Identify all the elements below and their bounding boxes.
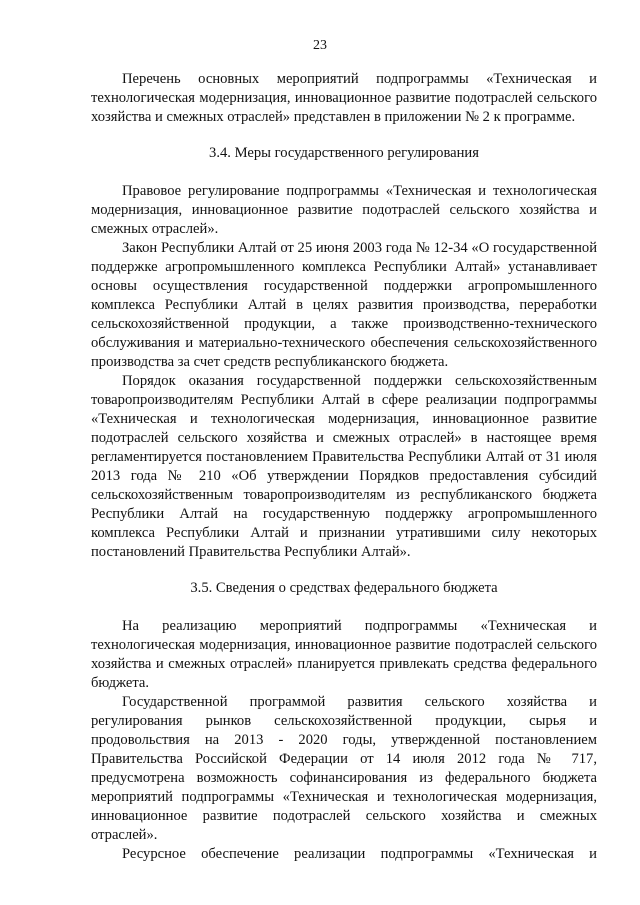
paragraph: Закон Республики Алтай от 25 июня 2003 года № 12-34 «О государственной поддержке агропромышленного комплекса Республики Алтай» устанавливает основы осуществления государственной поддержки агропромышленного комплекса Республики Алтай в целях развития производства, переработки сельскохозяйственной продукции, а также производственно-технического обслуживания и материально-технического обеспечения сельскохозяйственного производства за счет средств республиканского бюджета. [91, 240, 597, 370]
paragraph: Ресурсное обеспечение реализации подпрограммы «Техническая и [122, 846, 597, 862]
page-number: 23 [313, 38, 327, 53]
section-heading: 3.5. Сведения о средствах федерального бюджета [190, 580, 498, 596]
section-heading: 3.4. Меры государственного регулирования [209, 145, 479, 161]
document-body [91, 70, 597, 864]
paragraph: Правовое регулирование подпрограммы «Техническая и технологическая модернизация, инновационное развитие подотраслей сельского хозяйства и смежных отраслей». [91, 183, 597, 237]
paragraph: На реализацию мероприятий подпрограммы «Техническая и технологическая модернизация, инновационное развитие подотраслей сельского хозяйства и смежных отраслей» планируется привлекать средства федерального бюджета. [91, 618, 597, 691]
paragraph: Порядок оказания государственной поддержки сельскохозяйственным товаропроизводителям Республики Алтай в сфере реализации подпрограммы «Техническая и технологическая модернизация, инновационное развитие подотраслей сельского хозяйства и смежных отраслей» в настоящее время регламентируется постановлением Правительства Республики Алтай от 31 июля 2013 года № 210 «Об утверждении Порядков предоставления субсидий сельскохозяйственным товаропроизводителям из республиканского бюджета Республики Алтай на государственную поддержку агропромышленного комплекса Республики Алтай и признании утратившими силу некоторых постановлений Правительства Республики Алтай». [91, 373, 597, 560]
paragraph: Государственной программой развития сельского хозяйства и регулирования рынков сельскохозяйственной продукции, сырья и продовольствия на 2013 - 2020 годы, утвержденной постановлением Правительства Российской Федерации от 14 июля 2012 года № 717, предусмотрена возможность софинансирования из федерального бюджета мероприятий подпрограммы «Техническая и технологическая модернизация, инновационное развитие подотраслей сельского хозяйства и смежных отраслей». [91, 694, 597, 843]
paragraph: Перечень основных мероприятий подпрограммы «Техническая и технологическая модернизация, инновационное развитие подотраслей сельского хозяйства и смежных отраслей» представлен в приложении № 2 к программе. [91, 71, 597, 125]
